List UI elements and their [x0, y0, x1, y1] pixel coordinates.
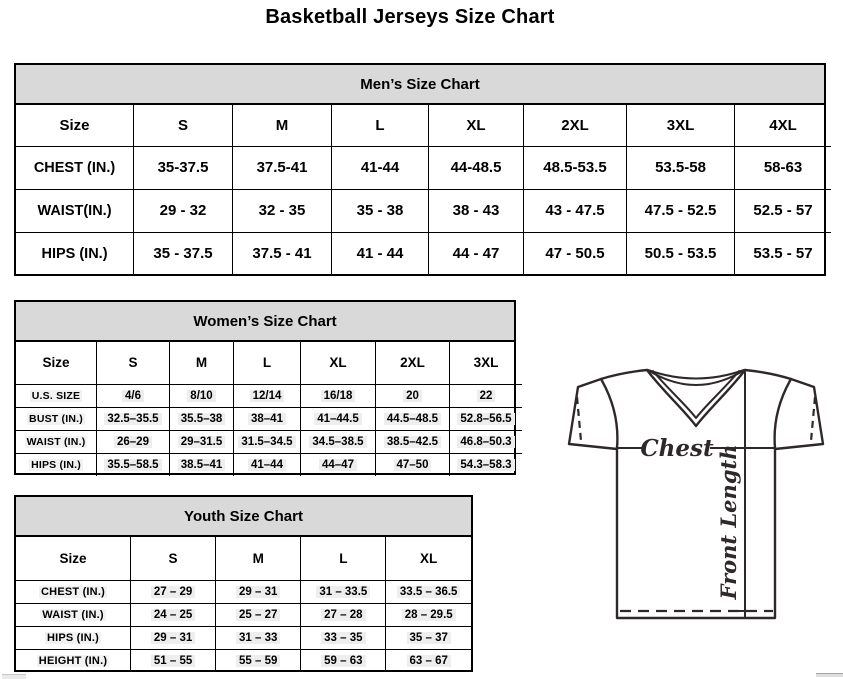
- size-value-cell: 47–50: [376, 453, 450, 476]
- size-value-cell: 35 - 38: [332, 189, 429, 232]
- size-value-cell: 34.5–38.5: [301, 430, 376, 453]
- womens-chart-title: Women’s Size Chart: [16, 302, 514, 342]
- size-header-s: S: [97, 342, 170, 384]
- size-column-header: Size: [16, 342, 97, 384]
- youth-size-chart: [14, 495, 473, 672]
- size-value-cell: 48.5-53.5: [524, 146, 627, 189]
- size-value-cell: 35 – 37: [386, 626, 471, 649]
- size-value-cell: 58-63: [735, 146, 832, 189]
- size-value-cell: 47.5 - 52.5: [627, 189, 735, 232]
- size-value-cell: 27 – 29: [131, 580, 216, 603]
- size-header-l: L: [301, 537, 386, 580]
- measurement-row: [16, 407, 522, 430]
- measurement-row: [16, 626, 471, 649]
- size-value-cell: 41–44: [234, 453, 301, 476]
- size-value-cell: 35.5–58.5: [97, 453, 170, 476]
- size-value-cell: 51 – 55: [131, 649, 216, 672]
- size-value-cell: 38.5–42.5: [376, 430, 450, 453]
- measurement-row: [16, 580, 471, 603]
- right-cuff-dashed-line: [811, 397, 815, 441]
- size-value-cell: 43 - 47.5: [524, 189, 627, 232]
- size-value-cell: 52.5 - 57: [735, 189, 832, 232]
- size-value-cell: 24 – 25: [131, 603, 216, 626]
- size-value-cell: 59 – 63: [301, 649, 386, 672]
- size-header-xl: XL: [386, 537, 471, 580]
- chest-label: Chest: [640, 435, 714, 462]
- row-label: U.S. SIZE: [16, 384, 97, 407]
- size-header-2xl: 2XL: [524, 105, 627, 146]
- size-value-cell: 4/6: [97, 384, 170, 407]
- row-label: CHEST (IN.): [16, 580, 131, 603]
- size-header-row: [16, 537, 471, 580]
- front-length-label: Front Length: [716, 444, 741, 600]
- measurement-row: [16, 649, 471, 672]
- row-label: HIPS (IN.): [16, 232, 134, 275]
- size-value-cell: 53.5 - 57: [735, 232, 832, 275]
- size-value-cell: 35-37.5: [134, 146, 233, 189]
- size-header-row: [16, 342, 522, 384]
- left-sleeve-outline: [569, 379, 617, 449]
- size-value-cell: 29 - 32: [134, 189, 233, 232]
- size-value-cell: 29 – 31: [216, 580, 301, 603]
- size-value-cell: 47 - 50.5: [524, 232, 627, 275]
- size-value-cell: 38–41: [234, 407, 301, 430]
- size-value-cell: 50.5 - 53.5: [627, 232, 735, 275]
- womens-size-chart: [14, 300, 516, 475]
- size-grid: [16, 105, 831, 275]
- size-value-cell: 22: [450, 384, 523, 407]
- size-value-cell: 16/18: [301, 384, 376, 407]
- row-label: BUST (IN.): [16, 407, 97, 430]
- size-value-cell: 27 – 28: [301, 603, 386, 626]
- size-value-cell: 8/10: [170, 384, 234, 407]
- measurement-row: [16, 189, 831, 232]
- size-value-cell: 44–47: [301, 453, 376, 476]
- size-value-cell: 41-44: [332, 146, 429, 189]
- size-value-cell: 29 – 31: [131, 626, 216, 649]
- size-header-2xl: 2XL: [376, 342, 450, 384]
- left-sleeve-seam: [601, 379, 617, 448]
- size-value-cell: 29–31.5: [170, 430, 234, 453]
- size-header-row: [16, 105, 831, 146]
- measurement-row: [16, 603, 471, 626]
- size-header-m: M: [233, 105, 332, 146]
- row-label: HEIGHT (IN.): [16, 649, 131, 672]
- mens-size-table: [16, 105, 824, 275]
- row-label: HIPS (IN.): [16, 626, 131, 649]
- right-sleeve-outline: [775, 379, 823, 449]
- size-value-cell: 38.5–41: [170, 453, 234, 476]
- size-value-cell: 53.5-58: [627, 146, 735, 189]
- row-label: WAIST (IN.): [16, 603, 131, 626]
- size-value-cell: 46.8–50.3: [450, 430, 523, 453]
- size-column-header: Size: [16, 105, 134, 146]
- size-value-cell: 12/14: [234, 384, 301, 407]
- right-shoulder-line: [745, 370, 791, 379]
- row-label: HIPS (IN.): [16, 453, 97, 476]
- size-column-header: Size: [16, 537, 131, 580]
- size-value-cell: 20: [376, 384, 450, 407]
- size-header-4xl: 4XL: [735, 105, 832, 146]
- row-label: WAIST(IN.): [16, 189, 134, 232]
- measurement-row: [16, 384, 522, 407]
- womens-size-table: [16, 342, 514, 476]
- size-value-cell: 31.5–34.5: [234, 430, 301, 453]
- size-value-cell: 41 - 44: [332, 232, 429, 275]
- size-header-3xl: 3XL: [450, 342, 523, 384]
- scan-artifact-bottom-right: [816, 673, 843, 677]
- size-header-m: M: [170, 342, 234, 384]
- size-header-s: S: [131, 537, 216, 580]
- measurement-row: [16, 232, 831, 275]
- size-value-cell: 33 – 35: [301, 626, 386, 649]
- size-value-cell: 37.5-41: [233, 146, 332, 189]
- row-label: WAIST (IN.): [16, 430, 97, 453]
- size-grid: [16, 342, 522, 476]
- size-header-3xl: 3XL: [627, 105, 735, 146]
- size-value-cell: 52.8–56.5: [450, 407, 523, 430]
- mens-chart-title: Men’s Size Chart: [16, 65, 824, 105]
- size-header-m: M: [216, 537, 301, 580]
- youth-chart-title: Youth Size Chart: [16, 497, 471, 537]
- left-shoulder-line: [601, 370, 647, 379]
- size-header-l: L: [332, 105, 429, 146]
- size-value-cell: 35 - 37.5: [134, 232, 233, 275]
- measurement-row: [16, 430, 522, 453]
- size-value-cell: 31 – 33.5: [301, 580, 386, 603]
- size-value-cell: 31 – 33: [216, 626, 301, 649]
- size-header-xl: XL: [429, 105, 524, 146]
- size-value-cell: 32.5–35.5: [97, 407, 170, 430]
- size-value-cell: 54.3–58.3: [450, 453, 523, 476]
- size-value-cell: 28 – 29.5: [386, 603, 471, 626]
- size-value-cell: 26–29: [97, 430, 170, 453]
- size-value-cell: 44 - 47: [429, 232, 524, 275]
- body-outline: [617, 448, 775, 618]
- left-cuff-dashed-line: [577, 397, 581, 441]
- size-value-cell: 37.5 - 41: [233, 232, 332, 275]
- size-value-cell: 25 – 27: [216, 603, 301, 626]
- size-value-cell: 41–44.5: [301, 407, 376, 430]
- scan-artifact-bottom-left: [2, 674, 26, 679]
- size-value-cell: 38 - 43: [429, 189, 524, 232]
- size-value-cell: 33.5 – 36.5: [386, 580, 471, 603]
- jersey-diagram: [556, 360, 838, 626]
- youth-size-table: [16, 537, 471, 672]
- size-value-cell: 44.5–48.5: [376, 407, 450, 430]
- size-header-s: S: [134, 105, 233, 146]
- size-header-l: L: [234, 342, 301, 384]
- measurement-row: [16, 146, 831, 189]
- size-value-cell: 44-48.5: [429, 146, 524, 189]
- page-title: Basketball Jerseys Size Chart: [265, 6, 555, 28]
- size-value-cell: 63 – 67: [386, 649, 471, 672]
- size-value-cell: 35.5–38: [170, 407, 234, 430]
- mens-size-chart: [14, 63, 826, 276]
- row-label: CHEST (IN.): [16, 146, 134, 189]
- size-value-cell: 32 - 35: [233, 189, 332, 232]
- right-sleeve-seam: [775, 379, 791, 448]
- size-value-cell: 55 – 59: [216, 649, 301, 672]
- size-header-xl: XL: [301, 342, 376, 384]
- size-grid: [16, 537, 471, 672]
- measurement-row: [16, 453, 522, 476]
